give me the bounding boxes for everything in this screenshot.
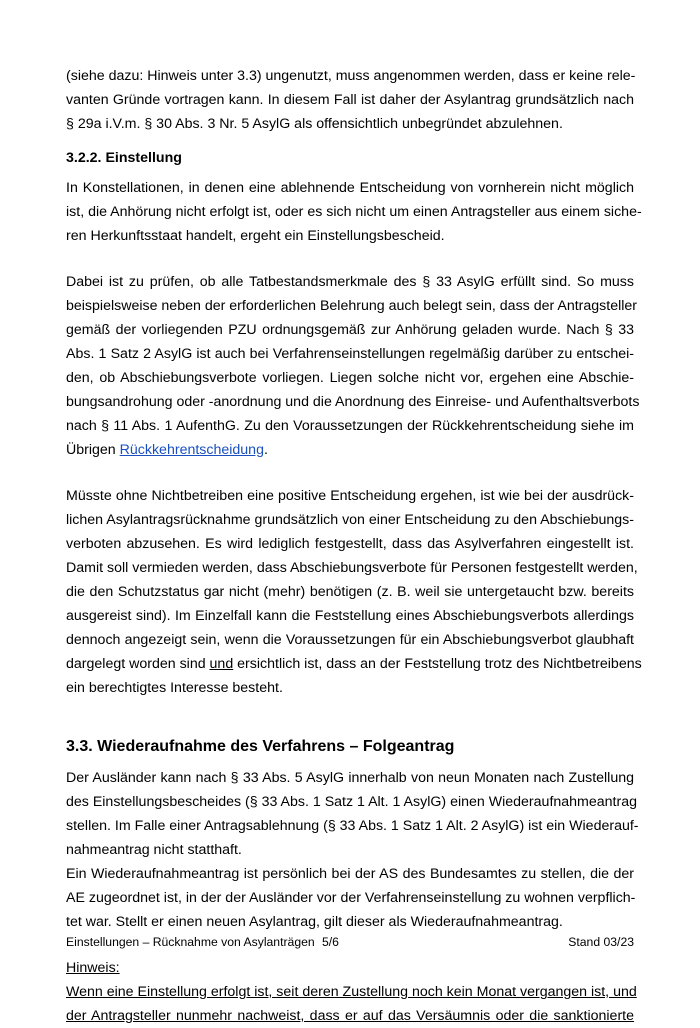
text-line: beispielsweise neben der erforderlichen Belehrung auch belegt sein, dass der Antragsteller bbox=[66, 298, 638, 314]
underlined-word: und bbox=[209, 656, 234, 672]
text-line: vanten Gründe vortragen kann. In diesem Fall ist daher der Asylantrag grundsätzlich nach bbox=[66, 92, 634, 108]
text-segment: dargelegt worden sind bbox=[66, 656, 210, 672]
paragraph-3-2-2-3 bbox=[66, 484, 642, 700]
text-line: In Konstellationen, in denen eine ablehnende Entscheidung von vornherein nicht möglich bbox=[66, 180, 634, 196]
text-line: (siehe dazu: Hinweis unter 3.3) ungenutzt, muss angenommen werden, dass er keine rele- bbox=[66, 68, 636, 84]
text-line: § 29a i.V.m. § 30 Abs. 3 Nr. 5 AsylG als offensichtlich unbegründet abzulehnen. bbox=[66, 116, 563, 132]
paragraph-3-2-2-2 bbox=[66, 270, 640, 462]
text-segment: Übrigen bbox=[66, 442, 120, 458]
paragraph-3-3-1 bbox=[66, 766, 639, 862]
text-line: den, ob Abschiebungsverbote vorliegen. Liegen solche nicht vor, ergehen eine Abschie- bbox=[66, 370, 634, 386]
hint-line: Wenn eine Einstellung erfolgt ist, seit deren Zustellung noch kein Monat vergangen ist, und bbox=[66, 984, 637, 1000]
text-segment: . bbox=[263, 442, 268, 458]
text-line: des Einstellungsbescheides (§ 33 Abs. 1 Satz 1 Alt. 1 AsylG) einen Wiederaufnahmeantrag bbox=[66, 794, 637, 810]
text-line: Abs. 1 Satz 2 AsylG ist auch bei Verfahrenseinstellungen regelmäßig darüber zu entschei- bbox=[66, 346, 634, 362]
text-line: tet war. Stellt er einen neuen Asylantrag, gilt dieser als Wiederaufnahmeantrag. bbox=[66, 914, 563, 930]
section-heading-3-3: 3.3. Wiederaufnahme des Verfahrens – Folgeantrag bbox=[66, 738, 455, 755]
text-line: stellen. Im Falle einer Antragsablehnung (§ 33 Abs. 1 Satz 1 Alt. 2 AsylG) ist ein Wiederauf- bbox=[66, 818, 639, 834]
text-line: Der Ausländer kann nach § 33 Abs. 5 AsylG innerhalb von neun Monaten nach Zustellung bbox=[66, 770, 634, 786]
text-line: verboten abzusehen. Es wird lediglich festgestellt, dass das Asylverfahren eingestellt ist. bbox=[66, 536, 634, 552]
text-line: die den Schutzstatus gar nicht (mehr) benötigen (z. B. weil sie untergetaucht bzw. bereits bbox=[66, 584, 634, 600]
text-line: ren Herkunftsstaat handelt, ergeht ein Einstellungsbescheid. bbox=[66, 228, 445, 244]
text-line: Müsste ohne Nichtbetreiben eine positive Entscheidung ergehen, ist wie bei der ausdrück- bbox=[66, 488, 634, 504]
text-line: gemäß der vorliegenden PZU ordnungsgemäß zur Anhörung geladen wurde. Nach § 33 bbox=[66, 322, 634, 338]
text-segment: ersichtlich ist, dass an der Feststellung trotz des Nichtbetreibens bbox=[233, 656, 642, 672]
footer-title: Einstellungen – Rücknahme von Asylanträgen bbox=[66, 935, 315, 949]
text-line: ausgereist sind). Im Einzelfall kann die Feststellung eines Abschiebungsverbots allerdings bbox=[66, 608, 634, 624]
text-line: ein berechtigtes Interesse besteht. bbox=[66, 680, 283, 696]
hint-block bbox=[66, 956, 637, 1028]
text-line: ist, die Anhörung nicht erfolgt ist, oder es sich nicht um einen Antragsteller aus einem siche- bbox=[66, 204, 642, 220]
page-content bbox=[66, 64, 642, 1028]
text-line: bungsandrohung oder -anordnung und die Anordnung des Einreise- und Aufenthaltsverbots bbox=[66, 394, 640, 410]
page-footer bbox=[66, 934, 634, 950]
text-line bbox=[66, 652, 642, 676]
footer-stand: Stand 03/23 bbox=[568, 935, 634, 949]
text-line bbox=[66, 438, 634, 462]
rueckkehrentscheidung-link[interactable]: Rückkehrentscheidung bbox=[119, 442, 264, 458]
text-line: nach § 11 Abs. 1 AufenthG. Zu den Voraussetzungen der Rückkehrentscheidung siehe im bbox=[66, 418, 634, 434]
intro-paragraph bbox=[66, 64, 634, 136]
footer-page-number: 5/6 bbox=[322, 935, 339, 949]
text-line: AE zugeordnet ist, in der der Ausländer vor der Verfahrenseinstellung zu wohnen verpflich- bbox=[66, 890, 636, 906]
text-line: Dabei ist zu prüfen, ob alle Tatbestandsmerkmale des § 33 AsylG erfüllt sind. So muss bbox=[66, 274, 634, 290]
text-line: Damit soll vermieden werden, dass Abschiebungsverbote für Personen festgestellt werden, bbox=[66, 560, 638, 576]
hint-label: Hinweis: bbox=[66, 960, 120, 976]
section-heading-3-2-2: 3.2.2. Einstellung bbox=[66, 150, 182, 166]
paragraph-3-2-2-1 bbox=[66, 176, 642, 248]
paragraph-3-3-2 bbox=[66, 862, 634, 934]
text-line: nahmeantrag nicht statthaft. bbox=[66, 842, 242, 858]
text-line: Ein Wiederaufnahmeantrag ist persönlich bei der AS des Bundesamtes zu stellen, die der bbox=[66, 866, 634, 882]
text-line: lichen Asylantragsrücknahme grundsätzlich von einer Entscheidung zu den Abschiebungs- bbox=[66, 512, 634, 528]
hint-line: der Antragsteller nunmehr nachweist, dass er auf das Versäumnis oder die sanktionierte bbox=[66, 1008, 634, 1024]
text-line: dennoch angezeigt sein, wenn die Voraussetzungen für ein Abschiebungsverbot glaubhaft bbox=[66, 632, 634, 648]
